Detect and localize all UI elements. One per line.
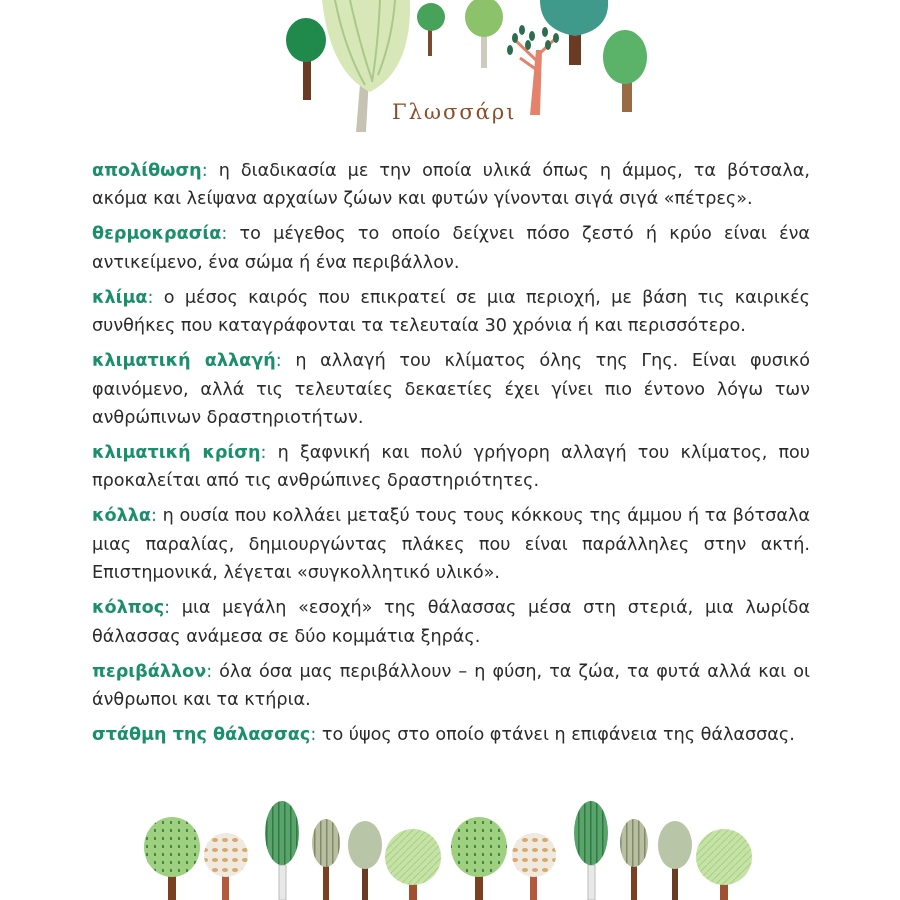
tree-illustration [512,833,556,900]
tree-illustration [603,30,647,112]
glossary-entry: κλιματική κρίση: η ξαφνική και πολύ γρήγορη αλλαγή του κλίματος, που προκαλείται από τις ανθρώπινες δραστηριότητες. [92,443,810,492]
glossary-entry: στάθμη της θάλασσας: το ύψος στο οποίο φτάνει η επιφάνεια της θάλασσας. [92,725,795,746]
tree-illustration [265,801,299,900]
tree-illustration [417,3,445,56]
glossary-definition: μια μεγάλη «εσοχή» της θάλασσας μέσα στη στεριά, μια λωρίδα θάλασσας ανάμεσα σε δύο κομμάτια ξηράς. [92,598,810,647]
glossary-entry: περιβάλλον: όλα όσα μας περιβάλλουν – η φύση, τα ζώα, τα φυτά αλλά και οι άνθρωποι και τα κτήρια. [92,661,810,711]
tree-illustration [465,0,503,68]
glossary-definition: η ξαφνική και πολύ γρήγορη αλλαγή του κλίματος, που προκαλείται από τις ανθρώπινες δραστηριότητες. [92,443,810,492]
glossary-term: κόλπος [92,598,165,619]
glossary-term: στάθμη της θάλασσας [92,725,311,746]
tree-illustration [696,829,752,900]
glossary-term: περιβάλλον [92,661,207,682]
glossary-term: θερμοκρασία [92,224,222,245]
glossary-list [92,157,810,756]
tree-illustration [451,817,507,900]
glossary-definition: η αλλαγή του κλίματος όλης της Γης. Είναι φυσικό φαινόμενο, αλλά τις τελευταίες δεκαετίες έχει γίνει πιο έντονο λόγω των ανθρώπινων δραστηριοτήτων. [92,351,810,429]
glossary-term: απολίθωση [92,161,202,181]
tree-illustration [385,829,441,900]
tree-illustration [286,18,326,100]
glossary-definition: το μέγεθος το οποίο δείχνει πόσο ζεστό ή κρύο είναι ένα αντικείμενο, ένα σώμα ή ένα περιβάλλον. [92,224,810,273]
glossary-term: κόλλα [92,506,151,527]
tree-illustration [348,821,382,900]
tree-illustration [658,821,692,900]
glossary-term: κλιματική κρίση [92,443,261,464]
tree-illustration [574,801,608,900]
glossary-definition: όλα όσα μας περιβάλλουν – η φύση, τα ζώα, τα φυτά αλλά και οι άνθρωποι και τα κτήρια. [92,661,810,711]
tree-illustration [540,0,608,65]
glossary-entry: κλίμα: ο μέσος καιρός που επικρατεί σε μια περιοχή, με βάση τις καιρικές συνθήκες που καταγράφονται τα τελευταία 30 χρόνια ή και περισσότερο. [92,287,810,337]
tree-illustration [204,833,248,900]
glossary-entry: κόλλα: η ουσία που κολλάει μεταξύ τους τους κόκκους της άμμου ή τα βότσαλα μιας παραλίας, δημιουργώντας πλάκες που είναι παράλληλες στην ακτή. Επιστημονικά, λέγεται «συγκολλητικό υλικό». [92,506,810,584]
glossary-entry: θερμοκρασία: το μέγεθος το οποίο δείχνει πόσο ζεστό ή κρύο είναι ένα αντικείμενο, ένα σώμα ή ένα περιβάλλον. [92,224,810,273]
glossary-entry: κλιματική αλλαγή: η αλλαγή του κλίματος όλης της Γης. Είναι φυσικό φαινόμενο, αλλά τις τελευταίες δεκαετίες έχει γίνει πιο έντονο λόγω των ανθρώπινων δραστηριοτήτων. [92,351,810,429]
tree-illustration [144,817,200,900]
glossary-term: κλιματική αλλαγή [92,351,276,372]
glossary-entry: κόλπος: μια μεγάλη «εσοχή» της θάλασσας μέσα στη στεριά, μια λωρίδα θάλασσας ανάμεσα σε δύο κομμάτια ξηράς. [92,598,810,647]
tree-illustration [620,819,648,900]
bottom-tree-illustration [0,795,900,900]
glossary-entry: απολίθωση: η διαδικασία με την οποία υλικά όπως η άμμος, τα βότσαλα, ακόμα και λείψανα αρχαίων ζώων και φυτών γίνονται σιγά σιγά «πέτρες». [92,161,810,210]
glossary-definition: η ουσία που κολλάει μεταξύ τους τους κόκκους της άμμου ή τα βότσαλα μιας παραλίας, δημιουργώντας πλάκες που είναι παράλληλες στην ακτή. Επιστημονικά, λέγεται «συγκολλητικό υλικό». [92,506,810,584]
glossary-term: κλίμα [92,287,148,308]
tree-illustration [312,819,340,900]
glossary-definition: ο μέσος καιρός που επικρατεί σε μια περιοχή, με βάση τις καιρικές συνθήκες που καταγράφονται τα τελευταία 30 χρόνια ή και περισσότερο. [92,287,810,337]
page-title: Γλωσσάρι [392,100,517,124]
glossary-definition: η διαδικασία με την οποία υλικά όπως η άμμος, τα βότσαλα, ακόμα και λείψανα αρχαίων ζώων και φυτών γίνονται σιγά σιγά «πέτρες». [92,161,810,210]
glossary-definition: το ύψος στο οποίο φτάνει η επιφάνεια της θάλασσας. [321,725,795,746]
